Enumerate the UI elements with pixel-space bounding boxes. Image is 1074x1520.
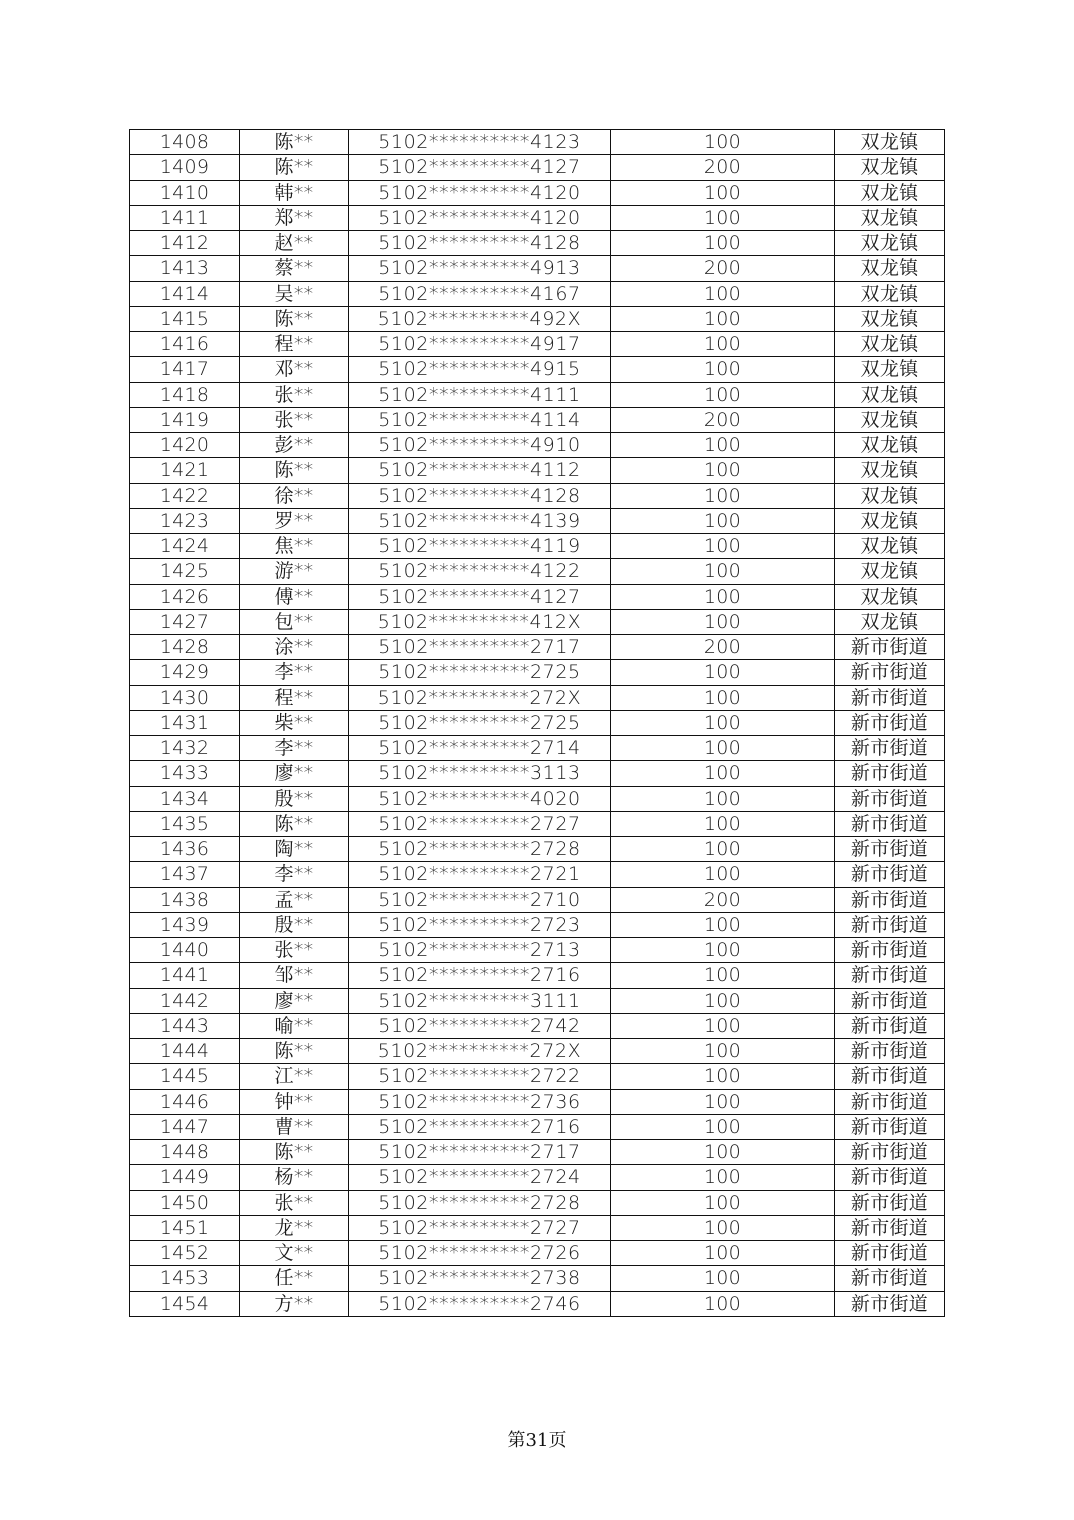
cell-name: 张** <box>240 407 349 432</box>
cell-town: 双龙镇 <box>835 508 945 533</box>
cell-amount: 100 <box>611 1114 835 1139</box>
cell-amount: 100 <box>611 685 835 710</box>
cell-seq: 1452 <box>130 1241 240 1266</box>
cell-seq: 1437 <box>130 862 240 887</box>
roster-table <box>129 129 945 1317</box>
cell-amount: 100 <box>611 483 835 508</box>
table-row <box>130 635 945 660</box>
cell-amount: 100 <box>611 1165 835 1190</box>
cell-town: 新市街道 <box>835 938 945 963</box>
cell-seq: 1435 <box>130 811 240 836</box>
table-row <box>130 332 945 357</box>
cell-name: 钟** <box>240 1089 349 1114</box>
cell-town: 双龙镇 <box>835 407 945 432</box>
cell-town: 新市街道 <box>835 837 945 862</box>
cell-name: 郑** <box>240 205 349 230</box>
cell-seq: 1433 <box>130 761 240 786</box>
cell-id-number: 5102**********412X <box>349 609 611 634</box>
cell-town: 双龙镇 <box>835 332 945 357</box>
cell-name: 陈** <box>240 130 349 155</box>
cell-amount: 200 <box>611 155 835 180</box>
cell-id-number: 5102**********2722 <box>349 1064 611 1089</box>
cell-seq: 1425 <box>130 559 240 584</box>
cell-id-number: 5102**********4128 <box>349 483 611 508</box>
cell-amount: 100 <box>611 912 835 937</box>
cell-seq: 1448 <box>130 1140 240 1165</box>
table-row <box>130 988 945 1013</box>
table-row <box>130 306 945 331</box>
cell-id-number: 5102**********4112 <box>349 458 611 483</box>
cell-seq: 1434 <box>130 786 240 811</box>
cell-seq: 1430 <box>130 685 240 710</box>
cell-id-number: 5102**********4120 <box>349 205 611 230</box>
cell-amount: 100 <box>611 458 835 483</box>
cell-amount: 100 <box>611 332 835 357</box>
cell-id-number: 5102**********4020 <box>349 786 611 811</box>
table-row <box>130 559 945 584</box>
table-row <box>130 281 945 306</box>
cell-name: 殷** <box>240 912 349 937</box>
cell-town: 新市街道 <box>835 1140 945 1165</box>
cell-town: 双龙镇 <box>835 155 945 180</box>
table-row <box>130 1190 945 1215</box>
cell-town: 双龙镇 <box>835 205 945 230</box>
cell-amount: 100 <box>611 1266 835 1291</box>
cell-amount: 100 <box>611 306 835 331</box>
cell-amount: 100 <box>611 559 835 584</box>
cell-seq: 1441 <box>130 963 240 988</box>
cell-name: 陶** <box>240 837 349 862</box>
cell-name: 殷** <box>240 786 349 811</box>
cell-town: 双龙镇 <box>835 130 945 155</box>
cell-id-number: 5102**********2717 <box>349 635 611 660</box>
cell-town: 新市街道 <box>835 1165 945 1190</box>
table-row <box>130 433 945 458</box>
cell-seq: 1428 <box>130 635 240 660</box>
cell-name: 韩** <box>240 180 349 205</box>
cell-id-number: 5102**********2726 <box>349 1241 611 1266</box>
cell-seq: 1449 <box>130 1165 240 1190</box>
cell-name: 张** <box>240 382 349 407</box>
cell-seq: 1426 <box>130 584 240 609</box>
cell-id-number: 5102**********4119 <box>349 534 611 559</box>
table-row <box>130 862 945 887</box>
cell-seq: 1417 <box>130 357 240 382</box>
cell-town: 新市街道 <box>835 1241 945 1266</box>
cell-town: 新市街道 <box>835 635 945 660</box>
cell-seq: 1415 <box>130 306 240 331</box>
cell-name: 涂** <box>240 635 349 660</box>
cell-id-number: 5102**********4913 <box>349 256 611 281</box>
cell-town: 新市街道 <box>835 1215 945 1240</box>
cell-name: 赵** <box>240 231 349 256</box>
cell-name: 方** <box>240 1291 349 1316</box>
cell-name: 傅** <box>240 584 349 609</box>
table-row <box>130 458 945 483</box>
cell-seq: 1424 <box>130 534 240 559</box>
roster-table-body <box>130 130 945 1317</box>
cell-id-number: 5102**********272X <box>349 685 611 710</box>
cell-amount: 100 <box>611 180 835 205</box>
cell-town: 新市街道 <box>835 736 945 761</box>
cell-town: 新市街道 <box>835 912 945 937</box>
cell-amount: 100 <box>611 281 835 306</box>
cell-id-number: 5102**********2727 <box>349 1215 611 1240</box>
cell-name: 柴** <box>240 710 349 735</box>
cell-seq: 1446 <box>130 1089 240 1114</box>
table-row <box>130 609 945 634</box>
table-row <box>130 483 945 508</box>
cell-seq: 1431 <box>130 710 240 735</box>
cell-id-number: 5102**********2723 <box>349 912 611 937</box>
cell-seq: 1422 <box>130 483 240 508</box>
cell-amount: 100 <box>611 1013 835 1038</box>
cell-id-number: 5102**********2721 <box>349 862 611 887</box>
cell-amount: 100 <box>611 862 835 887</box>
cell-amount: 100 <box>611 837 835 862</box>
table-row <box>130 407 945 432</box>
cell-id-number: 5102**********4127 <box>349 584 611 609</box>
cell-town: 新市街道 <box>835 1190 945 1215</box>
cell-id-number: 5102**********2714 <box>349 736 611 761</box>
cell-name: 李** <box>240 736 349 761</box>
cell-town: 新市街道 <box>835 963 945 988</box>
cell-amount: 200 <box>611 407 835 432</box>
cell-town: 新市街道 <box>835 862 945 887</box>
cell-amount: 100 <box>611 660 835 685</box>
cell-amount: 100 <box>611 963 835 988</box>
cell-amount: 100 <box>611 534 835 559</box>
cell-amount: 100 <box>611 1089 835 1114</box>
cell-town: 新市街道 <box>835 1064 945 1089</box>
table-row <box>130 736 945 761</box>
cell-town: 新市街道 <box>835 710 945 735</box>
cell-town: 新市街道 <box>835 761 945 786</box>
cell-id-number: 5102**********4910 <box>349 433 611 458</box>
table-row <box>130 534 945 559</box>
cell-amount: 100 <box>611 811 835 836</box>
cell-town: 双龙镇 <box>835 483 945 508</box>
cell-name: 任** <box>240 1266 349 1291</box>
cell-id-number: 5102**********2728 <box>349 837 611 862</box>
cell-name: 陈** <box>240 811 349 836</box>
cell-name: 龙** <box>240 1215 349 1240</box>
cell-amount: 100 <box>611 1190 835 1215</box>
cell-name: 陈** <box>240 155 349 180</box>
table-row <box>130 205 945 230</box>
cell-amount: 100 <box>611 205 835 230</box>
cell-seq: 1408 <box>130 130 240 155</box>
table-row <box>130 1013 945 1038</box>
cell-id-number: 5102**********4114 <box>349 407 611 432</box>
cell-amount: 100 <box>611 1039 835 1064</box>
cell-seq: 1418 <box>130 382 240 407</box>
cell-amount: 100 <box>611 231 835 256</box>
cell-town: 新市街道 <box>835 685 945 710</box>
cell-id-number: 5102**********2716 <box>349 963 611 988</box>
cell-town: 双龙镇 <box>835 180 945 205</box>
cell-seq: 1420 <box>130 433 240 458</box>
table-row <box>130 584 945 609</box>
table-row <box>130 660 945 685</box>
cell-name: 陈** <box>240 1039 349 1064</box>
cell-amount: 100 <box>611 584 835 609</box>
cell-name: 彭** <box>240 433 349 458</box>
cell-name: 程** <box>240 332 349 357</box>
cell-amount: 100 <box>611 609 835 634</box>
cell-seq: 1447 <box>130 1114 240 1139</box>
cell-town: 双龙镇 <box>835 382 945 407</box>
cell-amount: 100 <box>611 761 835 786</box>
cell-town: 新市街道 <box>835 1266 945 1291</box>
cell-seq: 1445 <box>130 1064 240 1089</box>
cell-amount: 100 <box>611 938 835 963</box>
cell-name: 张** <box>240 1190 349 1215</box>
cell-town: 双龙镇 <box>835 534 945 559</box>
cell-seq: 1414 <box>130 281 240 306</box>
table-row <box>130 761 945 786</box>
cell-id-number: 5102**********2746 <box>349 1291 611 1316</box>
cell-amount: 200 <box>611 887 835 912</box>
cell-town: 双龙镇 <box>835 433 945 458</box>
cell-id-number: 5102**********4123 <box>349 130 611 155</box>
cell-id-number: 5102**********4127 <box>349 155 611 180</box>
table-row <box>130 1039 945 1064</box>
cell-id-number: 5102**********2716 <box>349 1114 611 1139</box>
table-row <box>130 1140 945 1165</box>
cell-town: 双龙镇 <box>835 559 945 584</box>
table-row <box>130 887 945 912</box>
cell-id-number: 5102**********4167 <box>349 281 611 306</box>
table-row <box>130 180 945 205</box>
table-row <box>130 963 945 988</box>
cell-amount: 100 <box>611 508 835 533</box>
cell-id-number: 5102**********2742 <box>349 1013 611 1038</box>
cell-seq: 1443 <box>130 1013 240 1038</box>
cell-id-number: 5102**********4139 <box>349 508 611 533</box>
cell-town: 新市街道 <box>835 887 945 912</box>
cell-name: 焦** <box>240 534 349 559</box>
cell-seq: 1454 <box>130 1291 240 1316</box>
cell-seq: 1451 <box>130 1215 240 1240</box>
cell-seq: 1423 <box>130 508 240 533</box>
cell-name: 李** <box>240 862 349 887</box>
cell-seq: 1412 <box>130 231 240 256</box>
cell-seq: 1439 <box>130 912 240 937</box>
cell-amount: 100 <box>611 710 835 735</box>
cell-town: 新市街道 <box>835 1291 945 1316</box>
cell-seq: 1411 <box>130 205 240 230</box>
cell-amount: 100 <box>611 988 835 1013</box>
cell-town: 新市街道 <box>835 1089 945 1114</box>
cell-name: 陈** <box>240 1140 349 1165</box>
cell-town: 双龙镇 <box>835 306 945 331</box>
cell-name: 蔡** <box>240 256 349 281</box>
cell-amount: 100 <box>611 1064 835 1089</box>
cell-seq: 1453 <box>130 1266 240 1291</box>
cell-name: 游** <box>240 559 349 584</box>
cell-seq: 1429 <box>130 660 240 685</box>
cell-name: 张** <box>240 938 349 963</box>
cell-id-number: 5102**********2725 <box>349 660 611 685</box>
cell-amount: 100 <box>611 433 835 458</box>
cell-town: 新市街道 <box>835 811 945 836</box>
cell-town: 双龙镇 <box>835 231 945 256</box>
cell-name: 陈** <box>240 306 349 331</box>
cell-seq: 1436 <box>130 837 240 862</box>
table-row <box>130 1089 945 1114</box>
cell-id-number: 5102**********3111 <box>349 988 611 1013</box>
cell-town: 新市街道 <box>835 786 945 811</box>
cell-name: 杨** <box>240 1165 349 1190</box>
cell-town: 新市街道 <box>835 1039 945 1064</box>
cell-seq: 1421 <box>130 458 240 483</box>
cell-id-number: 5102**********2728 <box>349 1190 611 1215</box>
table-row <box>130 231 945 256</box>
cell-town: 双龙镇 <box>835 584 945 609</box>
cell-amount: 200 <box>611 256 835 281</box>
cell-id-number: 5102**********2717 <box>349 1140 611 1165</box>
cell-seq: 1416 <box>130 332 240 357</box>
cell-town: 新市街道 <box>835 660 945 685</box>
cell-amount: 100 <box>611 382 835 407</box>
table-row <box>130 1291 945 1316</box>
cell-town: 新市街道 <box>835 988 945 1013</box>
cell-town: 双龙镇 <box>835 256 945 281</box>
page-number: 第31页 <box>507 1430 567 1451</box>
cell-seq: 1419 <box>130 407 240 432</box>
cell-name: 文** <box>240 1241 349 1266</box>
table-row <box>130 938 945 963</box>
table-row <box>130 382 945 407</box>
table-row <box>130 130 945 155</box>
cell-id-number: 5102**********2738 <box>349 1266 611 1291</box>
cell-amount: 100 <box>611 1291 835 1316</box>
cell-seq: 1444 <box>130 1039 240 1064</box>
cell-id-number: 5102**********3113 <box>349 761 611 786</box>
cell-name: 邓** <box>240 357 349 382</box>
cell-name: 李** <box>240 660 349 685</box>
cell-id-number: 5102**********4111 <box>349 382 611 407</box>
table-row <box>130 155 945 180</box>
table-row <box>130 1266 945 1291</box>
table-row <box>130 786 945 811</box>
cell-seq: 1410 <box>130 180 240 205</box>
cell-name: 邹** <box>240 963 349 988</box>
cell-name: 孟** <box>240 887 349 912</box>
cell-amount: 100 <box>611 1241 835 1266</box>
cell-seq: 1438 <box>130 887 240 912</box>
cell-name: 罗** <box>240 508 349 533</box>
cell-id-number: 5102**********2713 <box>349 938 611 963</box>
cell-id-number: 5102**********4128 <box>349 231 611 256</box>
cell-seq: 1427 <box>130 609 240 634</box>
table-row <box>130 1064 945 1089</box>
cell-name: 吴** <box>240 281 349 306</box>
cell-seq: 1450 <box>130 1190 240 1215</box>
table-row <box>130 508 945 533</box>
table-row <box>130 710 945 735</box>
cell-amount: 100 <box>611 786 835 811</box>
cell-town: 双龙镇 <box>835 609 945 634</box>
table-row <box>130 1114 945 1139</box>
table-row <box>130 811 945 836</box>
table-row <box>130 685 945 710</box>
cell-name: 廖** <box>240 988 349 1013</box>
cell-id-number: 5102**********2724 <box>349 1165 611 1190</box>
cell-name: 程** <box>240 685 349 710</box>
cell-id-number: 5102**********492X <box>349 306 611 331</box>
cell-id-number: 5102**********2710 <box>349 887 611 912</box>
cell-name: 江** <box>240 1064 349 1089</box>
table-row <box>130 256 945 281</box>
table-row <box>130 1241 945 1266</box>
cell-town: 新市街道 <box>835 1114 945 1139</box>
cell-id-number: 5102**********4120 <box>349 180 611 205</box>
cell-seq: 1413 <box>130 256 240 281</box>
table-row <box>130 1215 945 1240</box>
cell-name: 徐** <box>240 483 349 508</box>
cell-name: 包** <box>240 609 349 634</box>
cell-amount: 100 <box>611 736 835 761</box>
cell-id-number: 5102**********4122 <box>349 559 611 584</box>
cell-id-number: 5102**********2736 <box>349 1089 611 1114</box>
cell-name: 陈** <box>240 458 349 483</box>
cell-id-number: 5102**********2725 <box>349 710 611 735</box>
table-row <box>130 837 945 862</box>
cell-id-number: 5102**********2727 <box>349 811 611 836</box>
cell-seq: 1440 <box>130 938 240 963</box>
cell-amount: 100 <box>611 1215 835 1240</box>
cell-amount: 100 <box>611 357 835 382</box>
cell-seq: 1432 <box>130 736 240 761</box>
cell-amount: 100 <box>611 1140 835 1165</box>
cell-id-number: 5102**********4917 <box>349 332 611 357</box>
cell-town: 新市街道 <box>835 1013 945 1038</box>
cell-seq: 1442 <box>130 988 240 1013</box>
cell-name: 廖** <box>240 761 349 786</box>
cell-town: 双龙镇 <box>835 458 945 483</box>
table-row <box>130 1165 945 1190</box>
cell-id-number: 5102**********4915 <box>349 357 611 382</box>
cell-town: 双龙镇 <box>835 281 945 306</box>
cell-name: 曹** <box>240 1114 349 1139</box>
cell-amount: 100 <box>611 130 835 155</box>
cell-seq: 1409 <box>130 155 240 180</box>
cell-town: 双龙镇 <box>835 357 945 382</box>
cell-name: 喻** <box>240 1013 349 1038</box>
cell-id-number: 5102**********272X <box>349 1039 611 1064</box>
table-row <box>130 912 945 937</box>
table-row <box>130 357 945 382</box>
cell-amount: 200 <box>611 635 835 660</box>
